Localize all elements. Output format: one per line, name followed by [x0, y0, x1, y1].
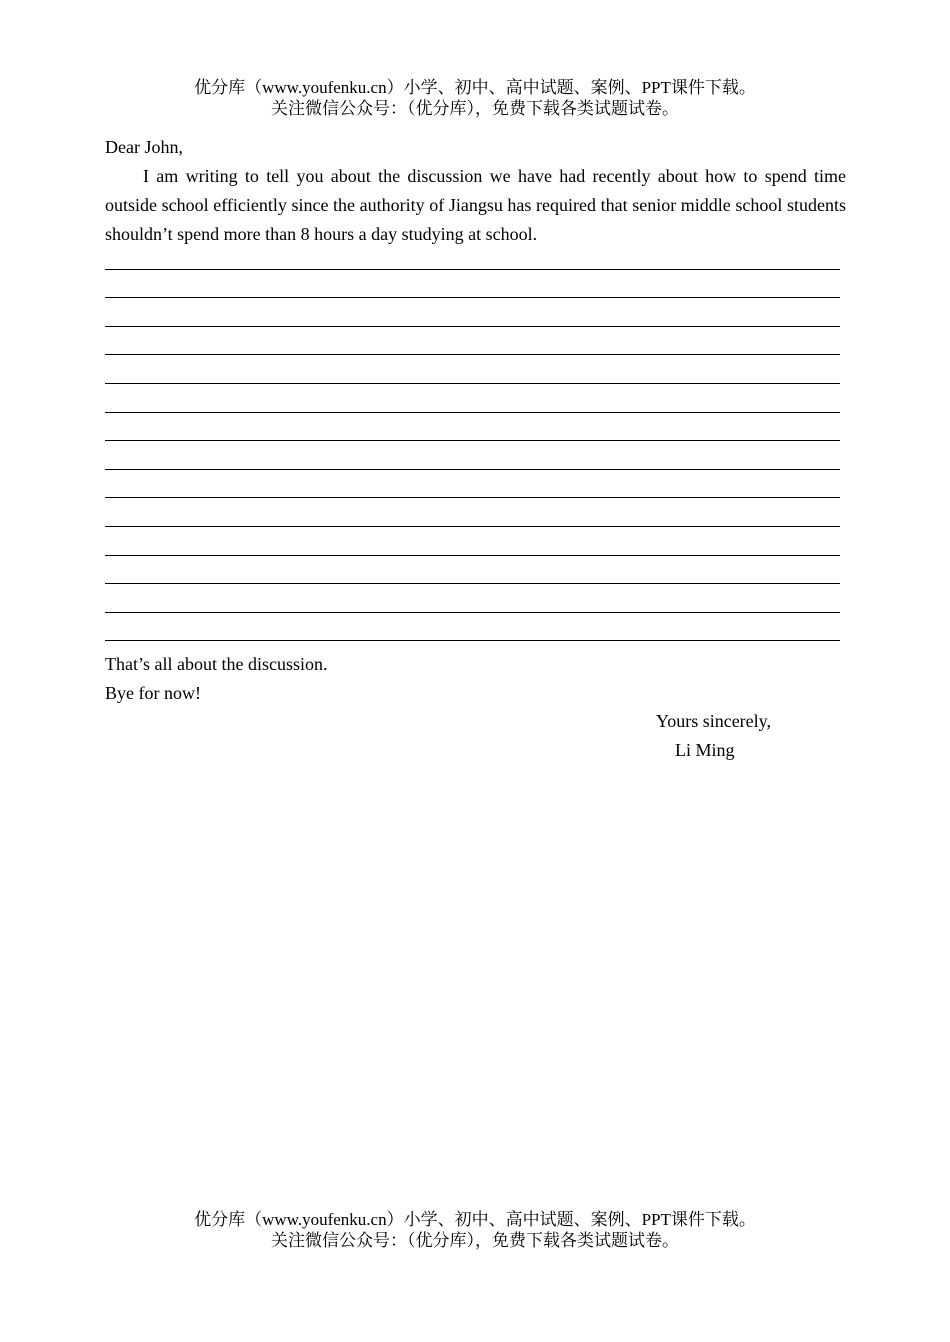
letter-closing-line-2: Bye for now! — [105, 683, 201, 703]
answer-line[interactable] — [105, 527, 840, 556]
header-line-2: 关注微信公众号：（优分库），免费下载各类试题试卷。 — [271, 99, 679, 118]
footer-line-1: 优分库（www.youfenku.cn）小学、初中、高中试题、案例、PPT课件下载。 — [194, 1210, 756, 1229]
header-line-1: 优分库（www.youfenku.cn）小学、初中、高中试题、案例、PPT课件下载。 — [194, 78, 756, 97]
answer-line[interactable] — [105, 355, 840, 384]
answer-line[interactable] — [105, 441, 840, 470]
answer-line[interactable] — [105, 498, 840, 527]
footer-line-2: 关注微信公众号：（优分库），免费下载各类试题试卷。 — [271, 1231, 679, 1250]
answer-line[interactable] — [105, 298, 840, 327]
letter-signature: Li Ming — [675, 740, 735, 760]
answer-line[interactable] — [105, 241, 840, 270]
page-footer — [0, 1209, 950, 1251]
answer-line[interactable] — [105, 384, 840, 413]
answer-lines — [105, 241, 840, 641]
answer-line[interactable] — [105, 470, 840, 499]
letter-opening-paragraph: I am writing to tell you about the discussion we have had recently about how to spend time outside school efficiently since the authority of Jiangsu has required that senior middle school students shouldn’t spend more than 8 hours a day studying at school. — [105, 166, 846, 244]
letter-salutation: Dear John, — [105, 137, 183, 157]
letter-sign-off: Yours sincerely, — [656, 711, 771, 731]
answer-line[interactable] — [105, 556, 840, 585]
answer-line[interactable] — [105, 413, 840, 442]
answer-line[interactable] — [105, 613, 840, 642]
answer-line[interactable] — [105, 327, 840, 356]
page-header — [0, 77, 950, 119]
answer-line[interactable] — [105, 584, 840, 613]
letter-closing-line-1: That’s all about the discussion. — [105, 654, 328, 674]
answer-line[interactable] — [105, 270, 840, 299]
